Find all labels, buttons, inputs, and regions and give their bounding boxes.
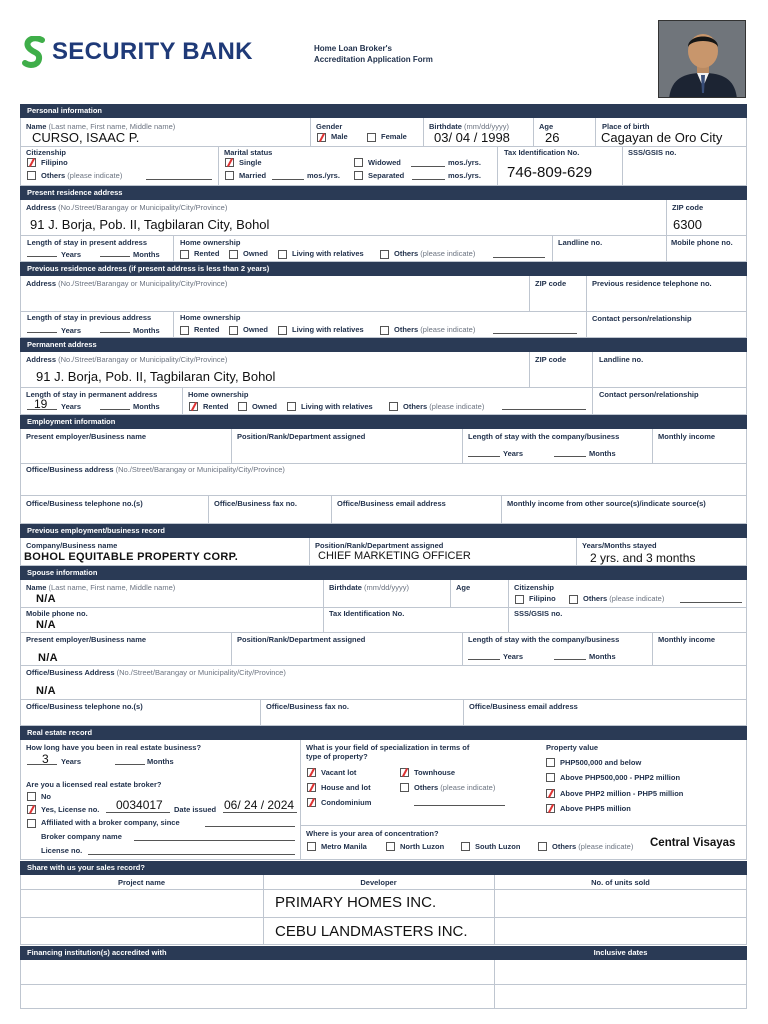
broker-company-label: Broker company name bbox=[41, 832, 122, 841]
previous-contact-label: Contact person/relationship bbox=[592, 314, 692, 323]
previous-others-checkbox[interactable] bbox=[380, 326, 389, 335]
position-label: Position/Rank/Department assigned bbox=[237, 432, 366, 441]
section-previous-residence: Previous residence address (if present address is less than 2 years) bbox=[20, 262, 747, 276]
present-zip-field[interactable]: 6300 bbox=[673, 217, 702, 232]
specialization-label: What is your field of specialization in terms of type of property? bbox=[306, 743, 470, 761]
female-label: Female bbox=[381, 132, 407, 141]
widowed-checkbox[interactable] bbox=[354, 158, 363, 167]
permanent-zip-label: ZIP code bbox=[535, 355, 567, 364]
present-owned-label: Owned bbox=[243, 249, 269, 258]
spouse-tin-label: Tax Identification No. bbox=[329, 609, 405, 618]
previous-living-label: Living with relatives bbox=[292, 325, 364, 334]
licensed-no-label: No bbox=[41, 792, 51, 801]
present-others-checkbox[interactable] bbox=[380, 250, 389, 259]
office-tel-label: Office/Business telephone no.(s) bbox=[26, 499, 143, 508]
office-address-label: Office/Business address (No./Street/Barangay or Municipality/City/Province) bbox=[26, 465, 285, 474]
permanent-living-checkbox[interactable] bbox=[287, 402, 296, 411]
concentration-others-checkbox[interactable] bbox=[538, 842, 547, 851]
present-others-label: Others (please indicate) bbox=[394, 249, 476, 258]
citizenship-others-label: Others (please indicate) bbox=[41, 171, 123, 180]
re-years-field[interactable]: 3 bbox=[42, 752, 49, 766]
licensed-yes-checkbox[interactable] bbox=[27, 805, 36, 814]
spouse-mobile-field[interactable]: N/A bbox=[36, 619, 56, 631]
permanent-contact-label: Contact person/relationship bbox=[599, 390, 699, 399]
employment-months-label: Months bbox=[589, 449, 616, 458]
section-present-residence: Present residence address bbox=[20, 186, 747, 200]
previous-length-label: Length of stay in previous address bbox=[27, 313, 152, 322]
table-row bbox=[20, 917, 747, 945]
age-field[interactable]: 26 bbox=[545, 130, 560, 145]
marital-status-label: Marital status bbox=[224, 148, 273, 157]
spouse-months-label: Months bbox=[589, 652, 616, 661]
present-address-field[interactable]: 91 J. Borja, Pob. II, Tagbilaran City, Bohol bbox=[30, 217, 270, 232]
present-address-label: Address (No./Street/Barangay or Municipality/City/Province) bbox=[26, 203, 228, 212]
employment-frame bbox=[20, 429, 747, 524]
north-luzon-checkbox[interactable] bbox=[386, 842, 395, 851]
separated-checkbox[interactable] bbox=[354, 171, 363, 180]
tin-label: Tax Identification No. bbox=[504, 148, 580, 157]
affiliated-checkbox[interactable] bbox=[27, 819, 36, 828]
name-field[interactable]: CURSO, ISAAC P. bbox=[32, 130, 140, 145]
monthly-income-label: Monthly income bbox=[658, 432, 716, 441]
pv3-checkbox[interactable] bbox=[546, 789, 555, 798]
spouse-tel-label: Office/Business telephone no.(s) bbox=[26, 702, 143, 711]
single-label: Single bbox=[239, 158, 262, 167]
applicant-photo bbox=[658, 20, 746, 98]
bank-name: SECURITY BANK bbox=[52, 38, 253, 65]
present-rented-checkbox[interactable] bbox=[180, 250, 189, 259]
present-zip-label: ZIP code bbox=[672, 203, 704, 212]
male-label: Male bbox=[331, 132, 348, 141]
spouse-office-address-label: Office/Business Address (No./Street/Barangay or Municipality/City/Province) bbox=[26, 668, 286, 677]
concentration-others-label: Others (please indicate) bbox=[552, 842, 634, 851]
specialization-others-checkbox[interactable] bbox=[400, 783, 409, 792]
male-checkbox[interactable] bbox=[317, 133, 326, 142]
date-issued-label: Date issued bbox=[174, 805, 217, 814]
section-sales-record: Share with us your sales record? bbox=[20, 861, 747, 875]
present-mobile-label: Mobile phone no. bbox=[671, 238, 733, 247]
date-issued-field[interactable]: 06/ 24 / 2024 bbox=[224, 798, 295, 812]
married-checkbox[interactable] bbox=[225, 171, 234, 180]
north-luzon-label: North Luzon bbox=[400, 842, 445, 851]
section-real-estate-record: Real estate record bbox=[20, 726, 747, 740]
concentration-others-field[interactable]: Central Visayas bbox=[650, 837, 736, 849]
spouse-employer-label: Present employer/Business name bbox=[26, 635, 147, 644]
married-label: Married bbox=[239, 171, 267, 180]
filipino-checkbox[interactable] bbox=[27, 158, 36, 167]
age-label: Age bbox=[539, 122, 554, 131]
spouse-office-address-field[interactable]: N/A bbox=[36, 685, 56, 697]
other-income-label: Monthly income from other source(s)/indicate source(s) bbox=[507, 499, 706, 508]
prev-company-label: Company/Business name bbox=[26, 541, 118, 550]
name-label: Name (Last name, First name, Middle name) bbox=[26, 122, 176, 131]
previous-zip-label: ZIP code bbox=[535, 279, 567, 288]
present-owned-checkbox[interactable] bbox=[229, 250, 238, 259]
concentration-label: Where is your area of concentration? bbox=[306, 829, 439, 838]
previous-others-label: Others (please indicate) bbox=[394, 325, 476, 334]
townhouse-checkbox[interactable] bbox=[400, 768, 409, 777]
employment-length-label: Length of stay with the company/business bbox=[468, 432, 620, 441]
office-fax-label: Office/Business fax no. bbox=[214, 499, 297, 508]
pv1-label: PHP500,000 and below bbox=[560, 758, 642, 767]
female-checkbox[interactable] bbox=[367, 133, 376, 142]
spouse-name-label: Name (Last name, First name, Middle name) bbox=[26, 583, 176, 592]
col-financing-institution: Financing institution(s) accredited with bbox=[27, 948, 167, 957]
col-project-name: Project name bbox=[117, 878, 166, 887]
permanent-years-field[interactable]: 19 bbox=[34, 397, 48, 411]
spouse-others-checkbox[interactable] bbox=[569, 595, 578, 604]
spouse-length-label: Length of stay with the company/business bbox=[468, 635, 620, 644]
spouse-sss-label: SSS/GSIS no. bbox=[514, 609, 563, 618]
present-years-label: Years bbox=[61, 250, 82, 259]
south-luzon-checkbox[interactable] bbox=[461, 842, 470, 851]
permanent-address-label: Address (No./Street/Barangay or Municipality/City/Province) bbox=[26, 355, 228, 364]
developer-cell: PRIMARY HOMES INC. bbox=[275, 894, 437, 911]
permanent-address-field[interactable]: 91 J. Borja, Pob. II, Tagbilaran City, Bohol bbox=[36, 369, 276, 384]
filipino-label: Filipino bbox=[41, 158, 68, 167]
previous-rented-checkbox[interactable] bbox=[180, 326, 189, 335]
south-luzon-label: South Luzon bbox=[475, 842, 521, 851]
previous-months-label: Months bbox=[133, 326, 160, 335]
birthdate-field[interactable]: 03/ 04 / 1998 bbox=[434, 130, 510, 145]
previous-owned-label: Owned bbox=[243, 325, 269, 334]
col-units-sold: No. of units sold bbox=[591, 878, 650, 887]
condominium-label: Condominium bbox=[321, 798, 372, 807]
table-row bbox=[20, 889, 747, 917]
permanent-years-label: Years bbox=[61, 402, 82, 411]
person-icon bbox=[659, 21, 746, 98]
pv2-label: Above PHP500,000 - PHP2 million bbox=[560, 773, 681, 782]
house-and-lot-checkbox[interactable] bbox=[307, 783, 316, 792]
place-of-birth-label: Place of birth bbox=[602, 122, 650, 131]
present-length-label: Length of stay in present address bbox=[27, 238, 148, 247]
present-landline-label: Landline no. bbox=[558, 238, 603, 247]
permanent-length-label: Length of stay in permanent address bbox=[26, 390, 158, 399]
previous-owned-checkbox[interactable] bbox=[229, 326, 238, 335]
specialization-others-label: Others (please indicate) bbox=[414, 783, 496, 792]
vacant-lot-label: Vacant lot bbox=[321, 768, 357, 777]
prev-position-field[interactable]: CHIEF MARKETING OFFICER bbox=[318, 550, 471, 562]
pv4-checkbox[interactable] bbox=[546, 804, 555, 813]
section-previous-employment: Previous employment/business record bbox=[20, 524, 747, 538]
re-months-label: Months bbox=[147, 757, 174, 766]
metro-manila-label: Metro Manila bbox=[321, 842, 367, 851]
spouse-others-label: Others (please indicate) bbox=[583, 594, 665, 603]
previous-address-label: Address (No./Street/Barangay or Municipality/City/Province) bbox=[26, 279, 228, 288]
spouse-name-field[interactable]: N/A bbox=[36, 593, 56, 605]
present-living-label: Living with relatives bbox=[292, 249, 364, 258]
previous-phone-label: Previous residence telephone no. bbox=[592, 279, 712, 288]
permanent-others-label: Others (please indicate) bbox=[403, 402, 485, 411]
section-permanent-address: Permanent address bbox=[20, 338, 747, 352]
separated-mos-yrs: mos./yrs. bbox=[448, 171, 481, 180]
spouse-citizenship-label: Citizenship bbox=[514, 583, 555, 592]
spouse-age-label: Age bbox=[456, 583, 471, 592]
affiliated-label: Affiliated with a broker company, since bbox=[41, 818, 180, 827]
permanent-owned-label: Owned bbox=[252, 402, 278, 411]
vacant-lot-checkbox[interactable] bbox=[307, 768, 316, 777]
spouse-employer-field[interactable]: N/A bbox=[38, 652, 58, 664]
permanent-ownership-label: Home ownership bbox=[188, 390, 249, 399]
birthdate-label: Birthdate (mm/dd/yyyy) bbox=[429, 122, 510, 131]
re-years-label: Years bbox=[61, 757, 82, 766]
spouse-birthdate-label: Birthdate (mm/dd/yyyy) bbox=[329, 583, 410, 592]
form-title: Home Loan Broker's Accreditation Application Form bbox=[314, 44, 433, 64]
licensed-no-checkbox[interactable] bbox=[27, 792, 36, 801]
present-months-label: Months bbox=[133, 250, 160, 259]
office-email-label: Office/Business email address bbox=[337, 499, 446, 508]
license-number-field[interactable]: 0034017 bbox=[116, 798, 163, 812]
licensed-label: Are you a licensed real estate broker? bbox=[26, 780, 162, 789]
permanent-months-label: Months bbox=[133, 402, 160, 411]
section-employment-information: Employment information bbox=[20, 415, 747, 429]
spouse-position-label: Position/Rank/Department assigned bbox=[237, 635, 366, 644]
prev-position-label: Position/Rank/Department assigned bbox=[315, 541, 444, 550]
condominium-checkbox[interactable] bbox=[307, 798, 316, 807]
single-checkbox[interactable] bbox=[225, 158, 234, 167]
previous-living-checkbox[interactable] bbox=[278, 326, 287, 335]
previous-ownership-label: Home ownership bbox=[180, 313, 241, 322]
present-ownership-label: Home ownership bbox=[180, 238, 241, 247]
spouse-filipino-checkbox[interactable] bbox=[515, 595, 524, 604]
how-long-label: How long have you been in real estate business? bbox=[26, 743, 202, 752]
license-no-label: License no. bbox=[41, 846, 83, 855]
pv1-checkbox[interactable] bbox=[546, 758, 555, 767]
section-spouse-information: Spouse information bbox=[20, 566, 747, 580]
spouse-fax-label: Office/Business fax no. bbox=[266, 702, 349, 711]
spouse-years-label: Years bbox=[503, 652, 524, 661]
metro-manila-checkbox[interactable] bbox=[307, 842, 316, 851]
prev-stayed-field[interactable]: 2 yrs. and 3 months bbox=[590, 551, 696, 565]
gender-label: Gender bbox=[316, 122, 343, 131]
permanent-landline-label: Landline no. bbox=[599, 355, 644, 364]
permanent-rented-label: Rented bbox=[203, 402, 229, 411]
security-bank-logo-icon bbox=[22, 36, 46, 70]
sss-label: SSS/GSIS no. bbox=[628, 148, 677, 157]
present-living-checkbox[interactable] bbox=[278, 250, 287, 259]
tin-field[interactable]: 746-809-629 bbox=[507, 164, 593, 181]
previous-years-label: Years bbox=[61, 326, 82, 335]
developer-cell: CEBU LANDMASTERS INC. bbox=[275, 923, 468, 940]
pv2-checkbox[interactable] bbox=[546, 773, 555, 782]
employer-label: Present employer/Business name bbox=[26, 432, 147, 441]
place-of-birth-field[interactable]: Cagayan de Oro City bbox=[601, 130, 723, 145]
present-rented-label: Rented bbox=[194, 249, 220, 258]
section-personal-information: Personal information bbox=[20, 104, 747, 118]
citizenship-label: Citizenship bbox=[26, 148, 67, 157]
permanent-others-checkbox[interactable] bbox=[389, 402, 398, 411]
pv4-label: Above PHP5 million bbox=[560, 804, 631, 813]
property-value-label: Property value bbox=[546, 743, 599, 752]
prev-stayed-label: Years/Months stayed bbox=[582, 541, 657, 550]
permanent-owned-checkbox[interactable] bbox=[238, 402, 247, 411]
spouse-email-label: Office/Business email address bbox=[469, 702, 578, 711]
widowed-label: Widowed bbox=[368, 158, 401, 167]
permanent-living-label: Living with relatives bbox=[301, 402, 373, 411]
employment-years-label: Years bbox=[503, 449, 524, 458]
licensed-yes-label: Yes, License no. bbox=[41, 805, 100, 814]
pv3-label: Above PHP2 million - PHP5 million bbox=[560, 789, 684, 798]
widowed-mos-yrs: mos./yrs. bbox=[448, 158, 481, 167]
permanent-rented-checkbox[interactable] bbox=[189, 402, 198, 411]
spouse-mobile-label: Mobile phone no. bbox=[26, 609, 88, 618]
married-mos-yrs: mos./yrs. bbox=[307, 171, 340, 180]
separated-label: Separated bbox=[368, 171, 405, 180]
col-inclusive-dates: Inclusive dates bbox=[593, 948, 648, 957]
col-developer: Developer bbox=[360, 878, 397, 887]
spouse-filipino-label: Filipino bbox=[529, 594, 556, 603]
prev-company-field[interactable]: BOHOL EQUITABLE PROPERTY CORP. bbox=[24, 551, 239, 563]
previous-rented-label: Rented bbox=[194, 325, 220, 334]
townhouse-label: Townhouse bbox=[414, 768, 456, 777]
citizenship-others-checkbox[interactable] bbox=[27, 171, 36, 180]
house-and-lot-label: House and lot bbox=[321, 783, 371, 792]
spouse-income-label: Monthly income bbox=[658, 635, 716, 644]
